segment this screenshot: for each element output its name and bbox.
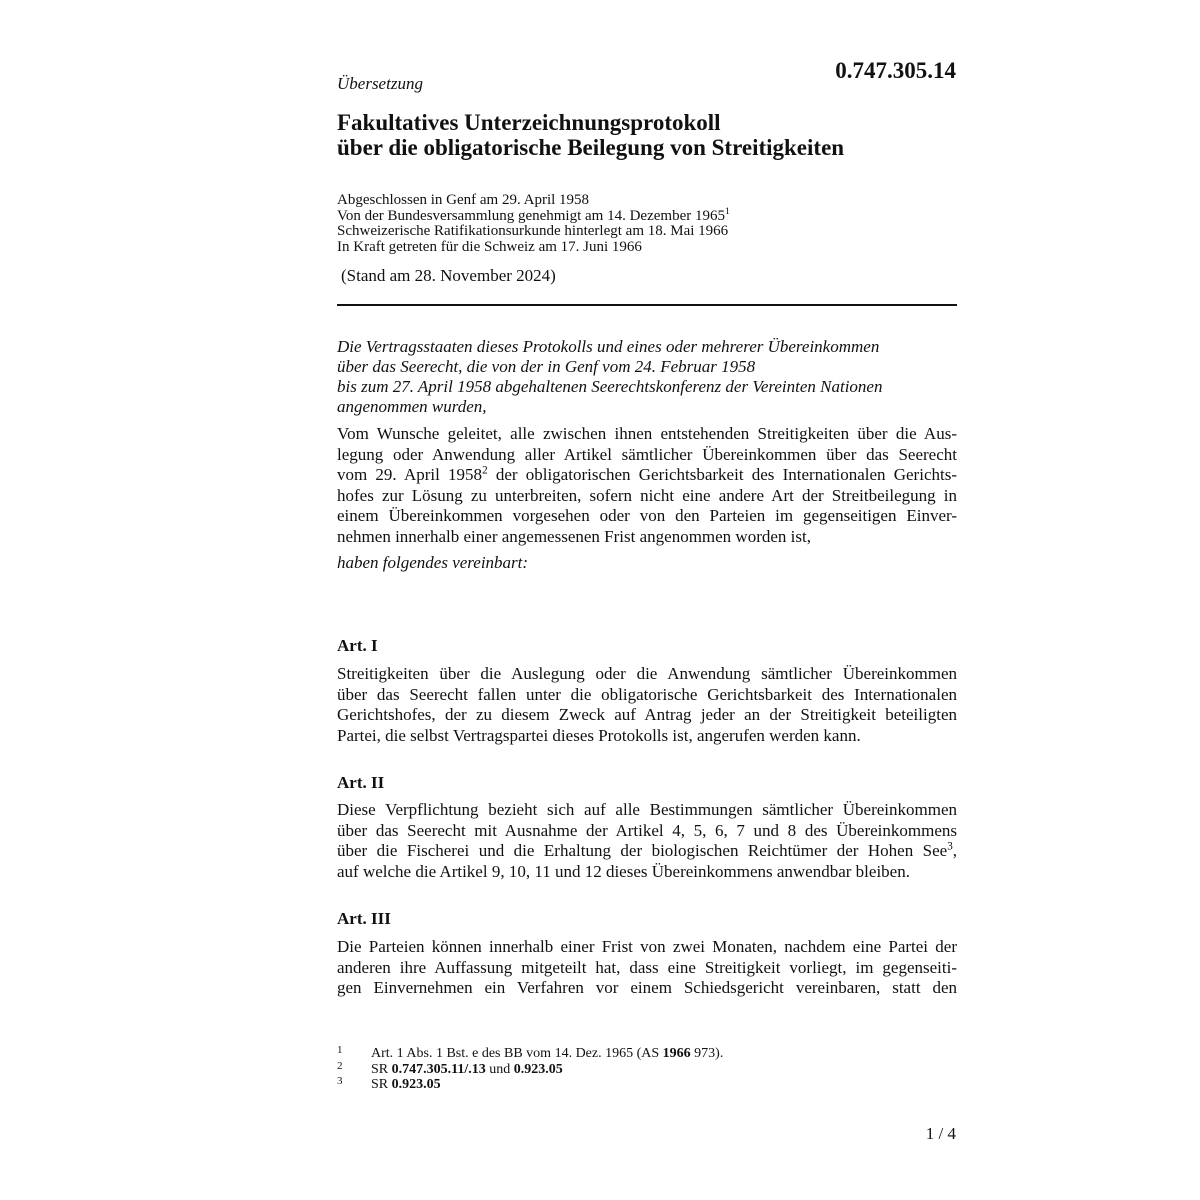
page-number: 1 / 4 bbox=[925, 1124, 956, 1143]
document-title bbox=[337, 110, 957, 160]
preamble-line: über das Seerecht, die von der in Genf vom 24. Februar 1958 bbox=[337, 357, 756, 376]
article-3-text bbox=[337, 937, 957, 999]
footnote-text-part: und bbox=[485, 1061, 514, 1077]
paragraph-line: legung oder Anwendung aller Artikel sämtlicher Übereinkommen über das Seerecht bbox=[337, 444, 957, 464]
paragraph-line: Diese Verpflichtung bezieht sich auf alle Bestimmungen sämtlicher Übereinkommen bbox=[337, 800, 957, 819]
preamble-wish-paragraph bbox=[337, 424, 957, 547]
paragraph-line bbox=[337, 465, 957, 486]
paragraph-line: nehmen innerhalb einer angemessenen Frist angenommen worden ist, bbox=[337, 526, 811, 546]
paragraph-line: Vom Wunsche geleitet, alle zwischen ihnen entstehenden Streitigkeiten über die Aus- bbox=[337, 424, 957, 443]
paragraph-line: Partei, die selbst Vertragspartei dieses Protokolls ist, angerufen werden kann. bbox=[337, 725, 861, 745]
paragraph-line-end: , bbox=[952, 841, 957, 860]
footnote-link[interactable]: 0.923.05 bbox=[391, 1077, 441, 1092]
title-line-2: über die obligatorische Beilegung von Streitigkeiten bbox=[337, 135, 845, 160]
paragraph-line: gen Einvernehmen ein Verfahren vor einem Schiedsgericht vereinbaren, statt den bbox=[337, 978, 957, 997]
paragraph-line bbox=[337, 841, 957, 862]
footnote-text bbox=[371, 1077, 441, 1093]
preamble-line: bis zum 27. April 1958 abgehaltenen Seerechtskonferenz der Vereinten Nationen bbox=[337, 377, 883, 396]
horizontal-divider bbox=[337, 304, 957, 306]
footnote-number: 3 bbox=[337, 1075, 343, 1087]
paragraph-line: Streitigkeiten über die Auslegung oder die Anwendung sämtlicher Übereinkommen bbox=[337, 664, 957, 683]
footnote-link[interactable]: 0.747.305.11/.13 bbox=[391, 1061, 486, 1077]
footnote-ref-1[interactable]: 1 bbox=[724, 205, 730, 217]
footnote-text bbox=[371, 1046, 723, 1062]
footnote-link[interactable]: 0.923.05 bbox=[513, 1061, 563, 1077]
preamble-agreed: haben folgendes vereinbart: bbox=[337, 553, 529, 572]
footnote-text-part: SR bbox=[371, 1061, 392, 1077]
sr-number: 0.747.305.14 bbox=[835, 58, 956, 83]
paragraph-line-end: der obligatorischen Gerichtsbarkeit des Internationalen Gerichts- bbox=[495, 465, 957, 484]
paragraph-line: Gerichtshofes, der zu diesem Zweck auf Antrag jeder an der Streitigkeit beteiligten bbox=[337, 705, 957, 724]
status-date: (Stand am 28. November 2024) bbox=[341, 266, 556, 285]
article-2-heading: Art. II bbox=[337, 773, 385, 792]
paragraph-line: über das Seerecht mit Ausnahme der Artikel 4, 5, 6, 7 und 8 des Übereinkommens bbox=[337, 820, 957, 840]
footnote-ref-3[interactable]: 3 bbox=[947, 840, 953, 853]
preamble-line: Die Vertragsstaaten dieses Protokolls und eines oder mehrerer Übereinkommen bbox=[337, 337, 880, 356]
paragraph-line: über das Seerecht fallen unter die obligatorische Gerichtsbarkeit des Internationalen bbox=[337, 684, 957, 704]
paragraph-line-start: vom 29. April 1958 bbox=[337, 465, 483, 484]
paragraph-line: einem Übereinkommen vorgesehen oder von den Parteien im gegenseitigen Einver- bbox=[337, 506, 957, 525]
meta-approved bbox=[337, 205, 957, 225]
footnote-text bbox=[371, 1062, 563, 1078]
paragraph-line: hofes zur Lösung zu unterbreiten, sofern nicht eine andere Art der Streitbeilegung in bbox=[337, 485, 957, 505]
title-line-1: Fakultatives Unterzeichnungsprotokoll bbox=[337, 110, 721, 135]
article-1-text bbox=[337, 664, 957, 746]
footnote-text-part: SR bbox=[371, 1077, 392, 1092]
footnote-2 bbox=[337, 1059, 957, 1078]
footnote-ref-2[interactable]: 2 bbox=[482, 464, 488, 477]
article-2-text bbox=[337, 800, 957, 882]
translation-label: Übersetzung bbox=[337, 74, 423, 93]
footnote-1 bbox=[337, 1046, 957, 1062]
paragraph-line-start: über die Fischerei und die Erhaltung der biologischen Reichtümer der Hohen See bbox=[337, 841, 948, 860]
document-metadata bbox=[337, 193, 957, 255]
meta-ratification: Schweizerische Ratifikationsurkunde hinterlegt am 18. Mai 1966 bbox=[337, 223, 729, 239]
preamble-line: angenommen wurden, bbox=[337, 397, 487, 416]
preamble-parties bbox=[337, 337, 957, 417]
paragraph-line: anderen ihre Auffassung mitgeteilt hat, dass eine Streitigkeit vorliegt, im gegenseiti- bbox=[337, 957, 957, 977]
footnote-number: 2 bbox=[337, 1059, 343, 1072]
article-3-heading: Art. III bbox=[337, 909, 391, 928]
meta-approved-text: Von der Bundesversammlung genehmigt am 14. Dezember 1965 bbox=[337, 207, 725, 224]
footnote-number: 1 bbox=[337, 1044, 343, 1056]
footnote-text-part: 973). bbox=[690, 1046, 724, 1061]
paragraph-line: Die Parteien können innerhalb einer Frist von zwei Monaten, nachdem eine Partei der bbox=[337, 937, 957, 956]
footnote-3 bbox=[337, 1077, 957, 1093]
meta-in-force: In Kraft getreten für die Schweiz am 17. Juni 1966 bbox=[337, 238, 642, 255]
footnote-text-part: Art. 1 Abs. 1 Bst. e des BB vom 14. Dez. 1965 (AS bbox=[371, 1046, 663, 1061]
meta-concluded: Abgeschlossen in Genf am 29. April 1958 bbox=[337, 192, 590, 208]
footnotes bbox=[337, 1046, 957, 1093]
footnote-bold-ref: 1966 bbox=[662, 1046, 691, 1061]
paragraph-line: auf welche die Artikel 9, 10, 11 und 12 dieses Übereinkommens anwendbar bleiben. bbox=[337, 861, 910, 881]
article-1-heading: Art. I bbox=[337, 636, 378, 655]
